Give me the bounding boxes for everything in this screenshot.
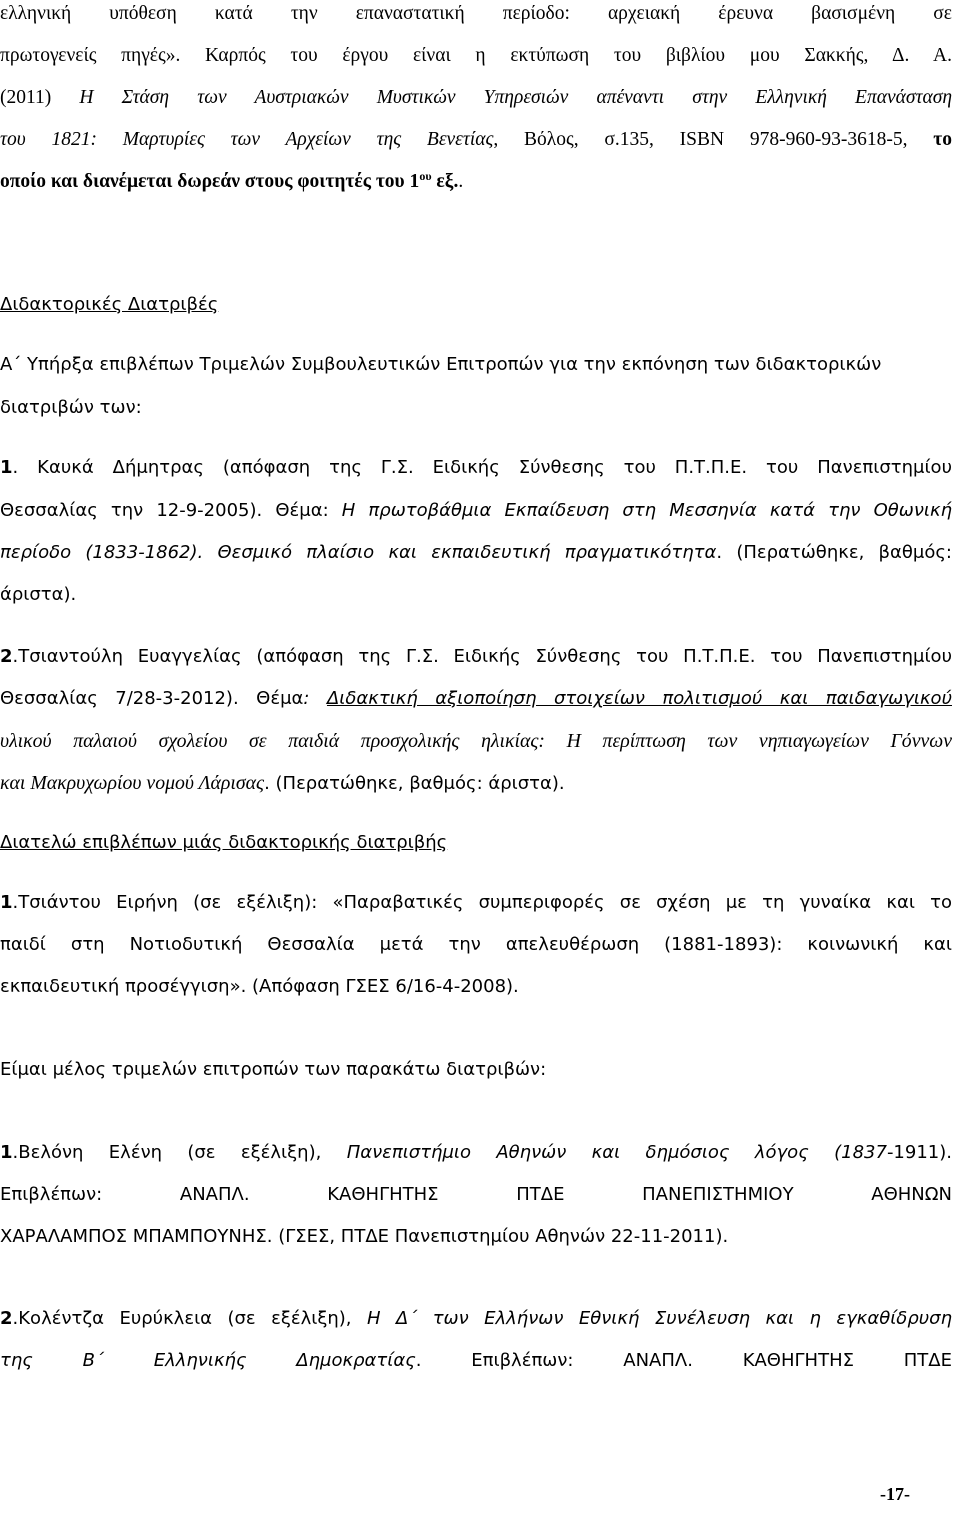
book-title: του 1821: Μαρτυρίες των Αρχείων της Βενετίας	[0, 129, 494, 150]
list-item-line	[0, 1183, 952, 1207]
paragraph-line	[0, 353, 952, 377]
list-item	[0, 456, 952, 480]
thesis-title: της Β΄ Ελληνικής Δημοκρατίας	[0, 1350, 416, 1371]
text: παιδί στη Νοτιοδυτική Θεσσαλία μετά την απελευθέρωση (1881-1893): κοινωνική και	[0, 934, 952, 955]
book-title: Η Στάση των Αυστριακών Μυστικών Υπηρεσιών απέναντι στην Ελληνική Επανάσταση	[79, 87, 952, 108]
text: ΧΑΡΑΛΑΜΠΟΣ ΜΠΑΜΠΟΥΝΗΣ. (ΓΣΕΣ, ΠΤΔΕ Πανεπιστημίου Αθηνών 22-11-2011).	[0, 1226, 729, 1247]
paragraph-line	[0, 86, 952, 110]
superscript: ου	[419, 169, 432, 183]
text: .Κολέντζα Ευρύκλεια (σε εξέλιξη),	[12, 1308, 367, 1329]
item-number: 2	[0, 1308, 13, 1329]
item-number: 1	[0, 457, 13, 478]
list-item-line	[0, 541, 952, 565]
list-item-line	[0, 1349, 952, 1373]
text: . (Περατώθηκε, βαθμός:	[716, 542, 952, 563]
text: .	[458, 171, 464, 192]
list-item	[0, 645, 952, 669]
text: Θεσσαλίας 7/28-3-2012). Θέμα	[0, 688, 304, 709]
item-number: 1	[0, 1142, 13, 1163]
item-number: 2	[0, 646, 13, 667]
section-heading	[0, 1058, 952, 1082]
bold-text: το	[933, 129, 952, 150]
list-item-line	[0, 771, 952, 796]
list-item-line	[0, 1225, 952, 1249]
item-number: 1	[0, 892, 13, 913]
paragraph-line	[0, 170, 952, 194]
paragraph-line	[0, 44, 952, 68]
text: διατριβών των:	[0, 397, 142, 418]
text: άριστα).	[0, 584, 77, 605]
text: ελληνική υπόθεση κατά την επαναστατική περίοδο: αρχειακή έρευνα βασισμένη σε	[0, 3, 952, 24]
text: Θεσσαλίας την 12-9-2005). Θέμα:	[0, 500, 342, 521]
text: .Τσιάντου Ειρήνη (σε εξέλιξη): «Παραβατικές συμπεριφορές σε σχέση με τη γυναίκα και το	[12, 892, 952, 913]
list-item	[0, 1141, 952, 1165]
text: πρωτογενείς πηγές». Καρπός του έργου είναι η εκτύπωση του βιβλίου μου Σακκής, Δ. Α.	[0, 45, 952, 66]
paragraph-line	[0, 128, 952, 152]
thesis-title: Διδακτική αξιοποίηση στοιχείων πολιτισμού και παιδαγωγικού	[326, 688, 952, 709]
thesis-title: υλικού παλαιού σχολείου σε παιδιά προσχολικής ηλικίας: Η περίπτωση των νηπιαγωγείων Γόννων	[0, 730, 952, 752]
text: -1911).	[886, 1142, 952, 1163]
list-item	[0, 891, 952, 915]
thesis-title: Η Δ΄ των Ελλήνων Εθνική Συνέλευση και η εγκαθίδρυση	[366, 1308, 952, 1329]
list-item-line	[0, 933, 952, 957]
paragraph-line	[0, 396, 952, 420]
thesis-title: και Μακρυχωρίου νομού Λάρισας	[0, 772, 265, 794]
section-heading	[0, 831, 952, 855]
text: .Τσιαντούλη Ευαγγελίας (απόφαση της Γ.Σ. Ειδικής Σύνθεσης του Π.Τ.Π.Ε. του Πανεπιστημίου	[12, 646, 952, 667]
list-item-line	[0, 499, 952, 523]
section-heading	[0, 293, 952, 317]
list-item-line	[0, 729, 952, 753]
thesis-title: Η πρωτοβάθμια Εκπαίδευση στη Μεσσηνία κατά την Οθωνική	[341, 500, 952, 521]
text: (2011)	[0, 87, 80, 108]
heading-text: Είμαι μέλος τριμελών επιτροπών των παρακάτω διατριβών:	[0, 1059, 547, 1080]
text: .Βελόνη Ελένη (σε εξέλιξη),	[12, 1142, 347, 1163]
heading-text: Διδακτορικές Διατριβές	[0, 294, 219, 315]
thesis-title: Πανεπιστήμιο Αθηνών και δημόσιος λόγος (1837	[346, 1142, 887, 1163]
text: Επιβλέπων: ΑΝΑΠΛ. ΚΑΘΗΓΗΤΗΣ ΠΤΔΕ ΠΑΝΕΠΙΣΤΗΜΙΟΥ ΑΘΗΝΩΝ	[0, 1184, 952, 1205]
text: , Βόλος, σ.135, ISBN 978-960-93-3618-5,	[493, 129, 934, 150]
list-item	[0, 1307, 952, 1331]
bold-text: εξ.	[431, 171, 459, 192]
page-number: -17-	[880, 1484, 910, 1504]
list-item-line	[0, 975, 952, 999]
text: Α΄ Υπήρξα επιβλέπων Τριμελών Συμβουλευτικών Επιτροπών για την εκπόνηση των διδακτορικών	[0, 354, 882, 375]
text: :	[303, 688, 327, 709]
text: . Επιβλέπων: ΑΝΑΠΛ. ΚΑΘΗΓΗΤΗΣ ΠΤΔΕ	[415, 1350, 952, 1371]
text: . (Περατώθηκε, βαθμός: άριστα).	[264, 773, 565, 794]
text: εκπαιδευτική προσέγγιση». (Απόφαση ΓΣΕΣ 6/16-4-2008).	[0, 976, 519, 997]
heading-text: Διατελώ επιβλέπων μιάς διδακτορικής διατριβής	[0, 832, 448, 853]
bold-text: οποίο και διανέμεται δωρεάν στους φοιτητές του 1	[0, 171, 420, 192]
thesis-title: περίοδο (1833-1862). Θεσμικό πλαίσιο και εκπαιδευτική πραγματικότητα	[0, 542, 717, 563]
text: . Καυκά Δήμητρας (απόφαση της Γ.Σ. Ειδικής Σύνθεσης του Π.Τ.Π.Ε. του Πανεπιστημίου	[12, 457, 952, 478]
paragraph-line	[0, 2, 952, 26]
list-item-line	[0, 687, 952, 711]
list-item-line	[0, 583, 952, 607]
